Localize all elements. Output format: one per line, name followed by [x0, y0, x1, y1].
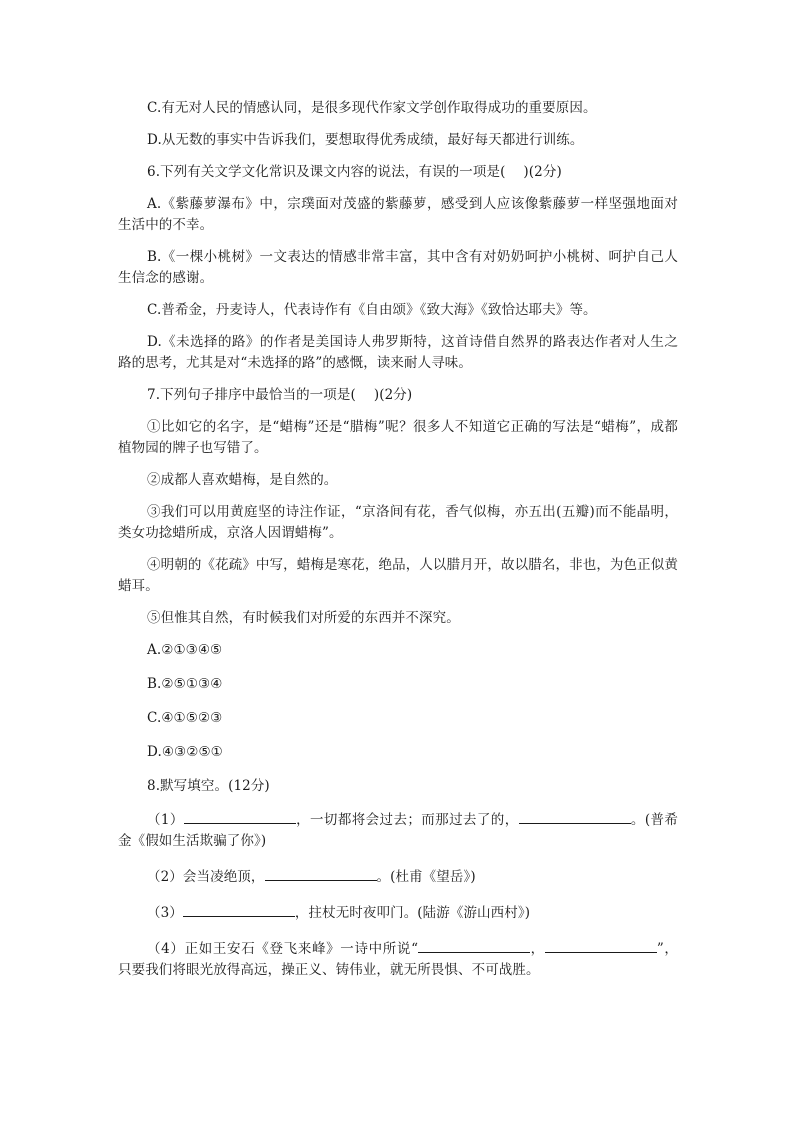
answer-blank[interactable] — [183, 901, 295, 917]
sentence-3: ③我们可以用黄庭坚的诗注作证，“京洛间有花，香气似梅，亦五出(五瓣)而不能晶明，类女功捻蜡所成，京洛人因谓蜡梅”。 — [118, 504, 678, 541]
option-6b: B.《一棵小桃树》一文表达的情感非常丰富，其中含有对奶奶呵护小桃树、呵护自己人生信念的感谢。 — [118, 249, 678, 286]
fill-1-prefix: （1） — [147, 812, 184, 828]
answer-blank[interactable] — [519, 808, 631, 824]
question-8: 8.默写填空。(12分) — [147, 778, 270, 794]
option-7a: A.②①③④⑤ — [147, 642, 223, 658]
document-content — [118, 98, 678, 994]
sentence-2: ②成都人喜欢蜡梅，是自然的。 — [147, 472, 338, 488]
fill-1-middle: ，一切都将会过去；而那过去了的， — [295, 812, 519, 828]
answer-blank[interactable] — [184, 808, 296, 824]
option-7c: C.④①⑤②③ — [147, 710, 223, 726]
sentence-4: ④明朝的《花疏》中写，蜡梅是寒花，绝品，人以腊月开，故以腊名，非也，为色正似黄蜡耳。 — [118, 557, 678, 594]
fill-item-3 — [118, 901, 678, 924]
answer-blank[interactable] — [418, 937, 530, 953]
question-7: 7.下列句子排序中最恰当的一项是( )(2分) — [147, 387, 413, 403]
fill-4-suffix: ”，只要我们将眼光放得高远，操正义、铸伟业，就无所畏惧、不可战胜。 — [118, 941, 678, 978]
answer-blank[interactable] — [545, 937, 657, 953]
option-6c: C.普希金，丹麦诗人，代表诗作有《自由颂》《致大海》《致恰达耶夫》等。 — [147, 302, 597, 318]
fill-item-2 — [118, 865, 678, 888]
option-6a: A.《紫藤萝瀑布》中，宗璞面对茂盛的紫藤萝，感受到人应该像紫藤萝一样坚强地面对生活中的不幸。 — [118, 196, 678, 233]
fill-3-suffix: ，拄杖无时夜叩门。(陆游《游山西村》) — [294, 905, 531, 921]
question-6: 6.下列有关文学文化常识及课文内容的说法，有误的一项是( )(2分) — [147, 164, 562, 180]
fill-2-suffix: 。(杜甫《望岳》) — [376, 869, 476, 885]
option-7d: D.④③②⑤① — [147, 744, 223, 760]
fill-item-1 — [118, 808, 678, 852]
option-7b: B.②⑤①③④ — [147, 676, 223, 692]
fill-item-4 — [118, 937, 678, 981]
fill-3-prefix: （3） — [147, 905, 183, 921]
fill-1-suffix: 。(普希金《假如生活欺骗了你》) — [118, 812, 678, 849]
option-5d: D.从无数的事实中告诉我们，要想取得优秀成绩，最好每天都进行训练。 — [147, 132, 584, 148]
sentence-1: ①比如它的名字，是“蜡梅”还是“腊梅”呢？很多人不知道它正确的写法是“蜡梅”，成都植物园的牌子也写错了。 — [118, 419, 678, 456]
sentence-5: ⑤但惟其自然，有时候我们对所爱的东西并不深究。 — [147, 610, 460, 626]
fill-4-middle: ， — [530, 941, 545, 957]
fill-2-prefix: （2）会当凌绝顶， — [147, 869, 265, 885]
option-6d: D.《未选择的路》的作者是美国诗人弗罗斯特，这首诗借自然界的路表达作者对人生之路的思考，尤其是对“未选择的路”的感慨，读来耐人寻味。 — [118, 334, 678, 371]
answer-blank[interactable] — [265, 865, 377, 881]
option-5c: C.有无对人民的情感认同，是很多现代作家文学创作取得成功的重要原因。 — [147, 100, 597, 116]
fill-4-prefix: （4）正如王安石《登飞来峰》一诗中所说“ — [147, 941, 419, 957]
